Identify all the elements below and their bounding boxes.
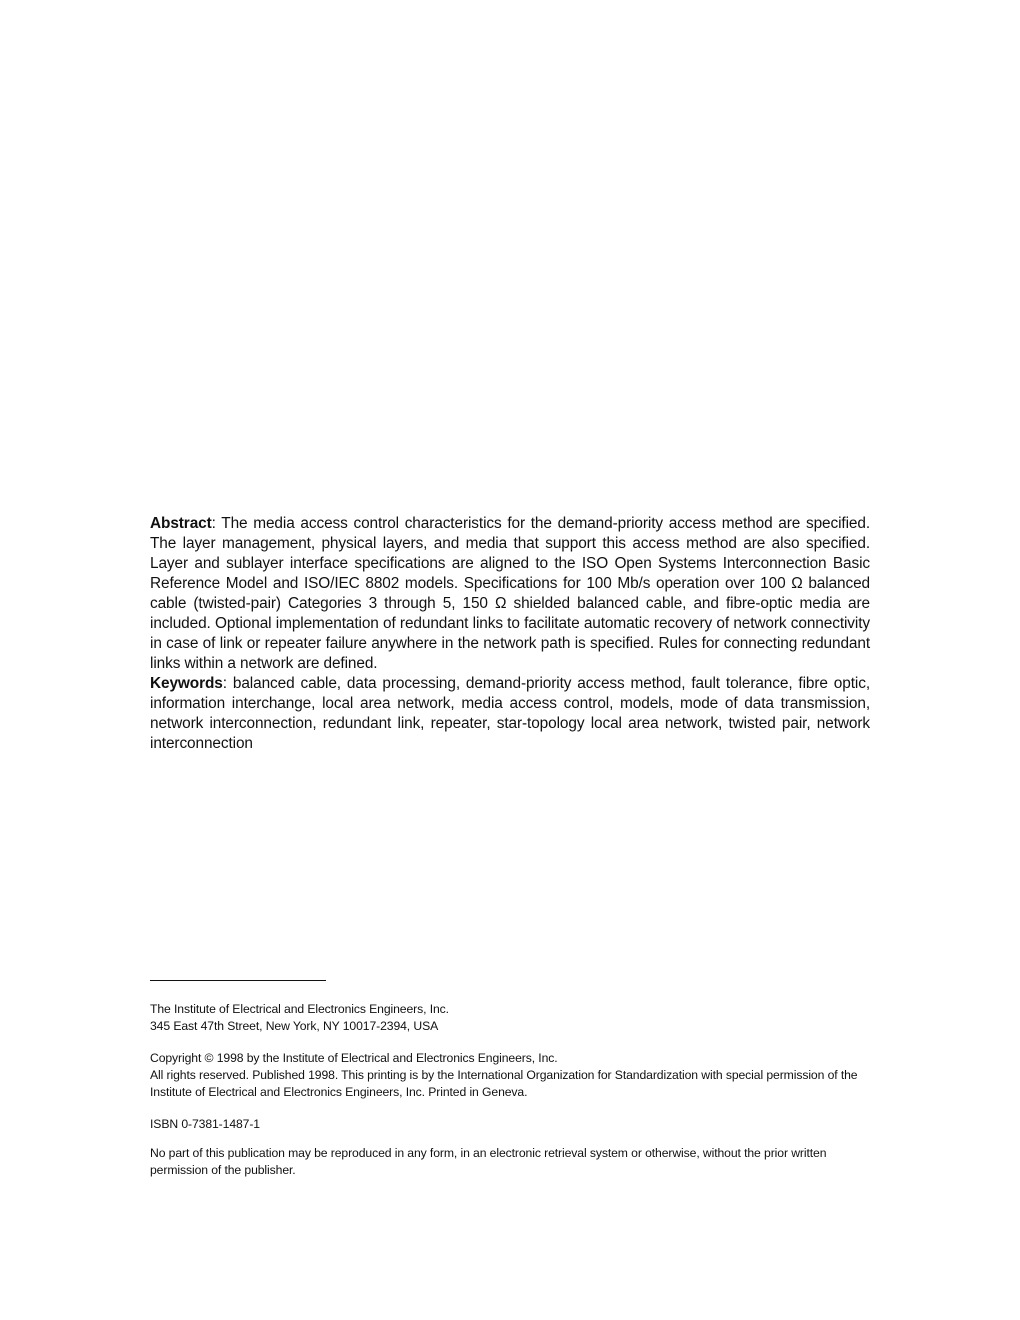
- rights-statement: All rights reserved. Published 1998. This printing is by the International Organization for Standardization with special permission of the Institute of Electrical and Electronics Engineers, Inc. Printed in Geneva.: [150, 1068, 858, 1099]
- reproduction-notice: [150, 1145, 865, 1179]
- abstract-label: Abstract: [150, 515, 212, 532]
- keywords-label: Keywords: [150, 675, 223, 692]
- copyright-line: Copyright © 1998 by the Institute of Electrical and Electronics Engineers, Inc.: [150, 1051, 558, 1065]
- footnote-divider: [150, 980, 326, 981]
- abstract-section: [150, 514, 870, 754]
- publisher-info: [150, 1001, 865, 1035]
- abstract-paragraph: [150, 514, 870, 674]
- keywords-text: : balanced cable, data processing, demand-priority access method, fault tolerance, fibre optic, information interchange, local area network, media access control, models, mode of data transmission, network interconnection, redundant link, repeater, star-topology local area network, twisted pair, network interconnection: [150, 675, 870, 752]
- abstract-text: : The media access control characteristics for the demand-priority access method are specified. The layer management, physical layers, and media that support this access method are also specified. Layer and sublayer interface specifications are aligned to the ISO Open Systems Interconnection Basic Reference Model and ISO/IEC 8802 models. Specifications for 100 Mb/s operation over 100 Ω balanced cable (twisted-pair) Categories 3 through 5, 150 Ω shielded balanced cable, and fibre-optic media are included. Optional implementation of redundant links to facilitate automatic recovery of network connectivity in case of link or repeater failure anywhere in the network path is specified. Rules for connecting redundant links within a network are defined.: [150, 515, 870, 672]
- publisher-name: The Institute of Electrical and Electronics Engineers, Inc.: [150, 1002, 449, 1016]
- publisher-address: 345 East 47th Street, New York, NY 10017-2394, USA: [150, 1019, 439, 1033]
- isbn-info: [150, 1116, 865, 1133]
- isbn-number: ISBN 0-7381-1487-1: [150, 1117, 260, 1131]
- notice-text: No part of this publication may be reproduced in any form, in an electronic retrieval system or otherwise, without the prior written permission of the publisher.: [150, 1146, 827, 1177]
- keywords-paragraph: [150, 674, 870, 754]
- copyright-info: [150, 1050, 865, 1101]
